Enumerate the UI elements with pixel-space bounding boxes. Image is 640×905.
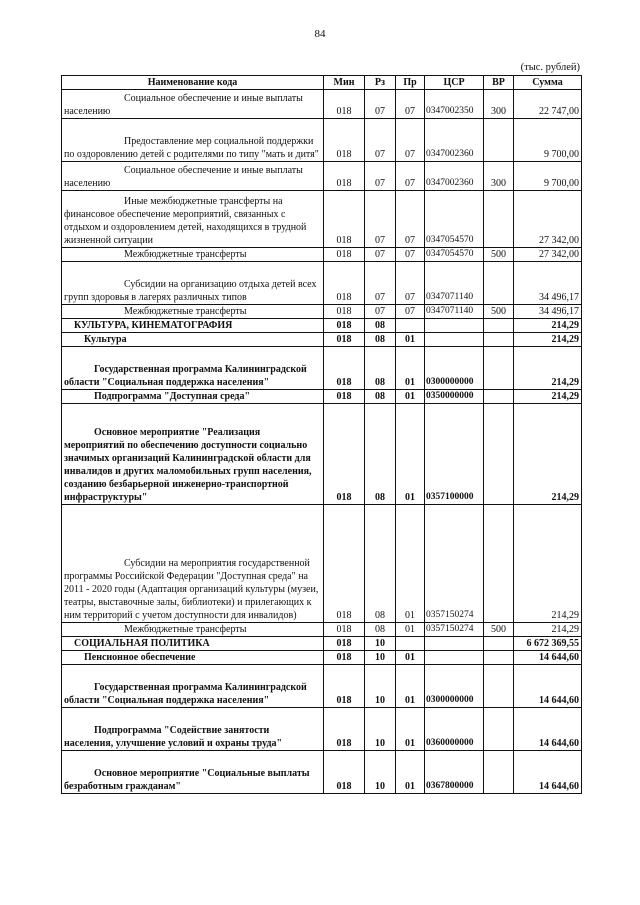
row-name bbox=[62, 623, 324, 637]
row-sum: 34 496,17 bbox=[514, 262, 582, 305]
row-name-text: СОЦИАЛЬНАЯ ПОЛИТИКА bbox=[74, 638, 210, 649]
table-row bbox=[62, 90, 582, 119]
row-pr bbox=[396, 637, 425, 651]
row-min: 018 bbox=[324, 262, 365, 305]
row-csr: 0347071140 bbox=[425, 262, 484, 305]
row-vr bbox=[484, 404, 514, 505]
row-rz: 08 bbox=[365, 390, 396, 404]
units-label: (тыс. рублей) bbox=[520, 62, 580, 73]
row-name bbox=[62, 505, 324, 623]
row-csr: 0300000000 bbox=[425, 665, 484, 708]
row-name bbox=[62, 708, 324, 751]
row-rz: 07 bbox=[365, 119, 396, 162]
row-sum: 214,29 bbox=[514, 623, 582, 637]
row-csr: 0347002350 bbox=[425, 90, 484, 119]
budget-table bbox=[61, 75, 582, 794]
row-csr bbox=[425, 651, 484, 665]
table-row bbox=[62, 248, 582, 262]
row-name-text: Основное мероприятие "Реализация мероприятий по обеспечению доступности социально значимых организаций Калининградской области для инвалидов и других маломобильных групп населения, созданию безбарьерной инженерно-транспортной инфраструктуры" bbox=[64, 427, 312, 503]
table-row bbox=[62, 319, 582, 333]
row-name-text: Подпрограмма "Содействие занятости населения, улучшение условий и охраны труда" bbox=[64, 725, 283, 749]
row-pr: 07 bbox=[396, 90, 425, 119]
row-csr: 0347071140 bbox=[425, 305, 484, 319]
row-sum: 214,29 bbox=[514, 333, 582, 347]
table-row bbox=[62, 404, 582, 505]
header-sum: Сумма bbox=[514, 76, 582, 90]
row-csr: 0347002360 bbox=[425, 119, 484, 162]
row-sum: 14 644,60 bbox=[514, 751, 582, 794]
row-name-text: Пенсионное обеспечение bbox=[84, 652, 196, 663]
table-row bbox=[62, 162, 582, 191]
row-vr bbox=[484, 347, 514, 390]
row-name-text: Межбюджетные трансферты bbox=[124, 624, 247, 635]
row-min: 018 bbox=[324, 651, 365, 665]
row-sum: 22 747,00 bbox=[514, 90, 582, 119]
row-name-text: Межбюджетные трансферты bbox=[124, 249, 247, 260]
row-name-text: Культура bbox=[84, 334, 127, 345]
row-vr bbox=[484, 333, 514, 347]
row-pr: 01 bbox=[396, 347, 425, 390]
row-pr: 07 bbox=[396, 262, 425, 305]
row-vr bbox=[484, 191, 514, 248]
row-sum: 214,29 bbox=[514, 319, 582, 333]
row-min: 018 bbox=[324, 191, 365, 248]
row-name-text: Социальное обеспечение и иные выплаты населению bbox=[64, 93, 303, 117]
row-pr: 01 bbox=[396, 623, 425, 637]
row-csr: 0357150274 bbox=[425, 623, 484, 637]
row-rz: 07 bbox=[365, 305, 396, 319]
table-row bbox=[62, 708, 582, 751]
row-name bbox=[62, 651, 324, 665]
row-rz: 08 bbox=[365, 333, 396, 347]
table-row bbox=[62, 751, 582, 794]
row-sum: 14 644,60 bbox=[514, 651, 582, 665]
row-rz: 08 bbox=[365, 623, 396, 637]
row-pr: 01 bbox=[396, 651, 425, 665]
row-rz: 10 bbox=[365, 708, 396, 751]
row-name bbox=[62, 404, 324, 505]
row-min: 018 bbox=[324, 404, 365, 505]
row-name bbox=[62, 637, 324, 651]
table-row bbox=[62, 262, 582, 305]
row-rz: 10 bbox=[365, 637, 396, 651]
row-name-text: Подпрограмма "Доступная среда" bbox=[94, 391, 251, 402]
row-name bbox=[62, 191, 324, 248]
row-csr: 0350000000 bbox=[425, 390, 484, 404]
row-name bbox=[62, 333, 324, 347]
row-csr bbox=[425, 637, 484, 651]
row-csr: 0347054570 bbox=[425, 191, 484, 248]
row-pr: 01 bbox=[396, 708, 425, 751]
row-csr: 0367800000 bbox=[425, 751, 484, 794]
row-name-text: Государственная программа Калининградской области "Социальная поддержка населения" bbox=[64, 364, 307, 388]
row-min: 018 bbox=[324, 347, 365, 390]
row-name bbox=[62, 90, 324, 119]
row-rz: 10 bbox=[365, 751, 396, 794]
table-row bbox=[62, 333, 582, 347]
row-name-text: Предоставление мер социальной поддержки по оздоровлению детей с родителями по типу "мать и дитя" bbox=[64, 136, 319, 160]
row-csr: 0347002360 bbox=[425, 162, 484, 191]
row-min: 018 bbox=[324, 505, 365, 623]
row-name-text: Основное мероприятие "Социальные выплаты безработным гражданам" bbox=[64, 768, 310, 792]
header-min: Мин bbox=[324, 76, 365, 90]
row-min: 018 bbox=[324, 333, 365, 347]
table-row bbox=[62, 305, 582, 319]
row-name bbox=[62, 162, 324, 191]
row-rz: 07 bbox=[365, 248, 396, 262]
row-vr bbox=[484, 390, 514, 404]
table-row bbox=[62, 665, 582, 708]
row-pr: 01 bbox=[396, 333, 425, 347]
row-name bbox=[62, 248, 324, 262]
row-name bbox=[62, 390, 324, 404]
table-row bbox=[62, 623, 582, 637]
row-pr: 07 bbox=[396, 119, 425, 162]
row-name bbox=[62, 751, 324, 794]
header-rz: Рз bbox=[365, 76, 396, 90]
row-sum: 27 342,00 bbox=[514, 191, 582, 248]
row-pr: 01 bbox=[396, 404, 425, 505]
table-row bbox=[62, 390, 582, 404]
row-min: 018 bbox=[324, 319, 365, 333]
row-vr bbox=[484, 505, 514, 623]
row-name-text: Межбюджетные трансферты bbox=[124, 306, 247, 317]
row-min: 018 bbox=[324, 90, 365, 119]
row-sum: 214,29 bbox=[514, 390, 582, 404]
row-name bbox=[62, 119, 324, 162]
row-csr bbox=[425, 333, 484, 347]
row-sum: 6 672 369,55 bbox=[514, 637, 582, 651]
row-rz: 10 bbox=[365, 665, 396, 708]
row-name-text: Субсидии на организацию отдыха детей всех групп здоровья в лагерях различных типов bbox=[64, 279, 317, 303]
row-name-text: Иные межбюджетные трансферты на финансовое обеспечение мероприятий, связанных с отдыхом и оздоровлением детей, находящихся в трудной жизненной ситуации bbox=[64, 196, 307, 246]
row-name-text: КУЛЬТУРА, КИНЕМАТОГРАФИЯ bbox=[74, 320, 233, 331]
row-rz: 10 bbox=[365, 651, 396, 665]
row-vr: 300 bbox=[484, 90, 514, 119]
row-name bbox=[62, 347, 324, 390]
row-pr: 01 bbox=[396, 390, 425, 404]
row-min: 018 bbox=[324, 390, 365, 404]
page-number: 84 bbox=[314, 28, 326, 40]
row-csr bbox=[425, 319, 484, 333]
row-name-text: Субсидии на мероприятия государственной программы Российской Федерации "Доступная среда" на 2011 - 2020 годы (Адаптация организаций культуры (музеи, театры, выставочные залы, библиотеки) и прилегающих к ним территорий с учетом доступности для инвалидов) bbox=[64, 558, 319, 621]
row-sum: 9 700,00 bbox=[514, 162, 582, 191]
row-rz: 07 bbox=[365, 90, 396, 119]
row-name bbox=[62, 262, 324, 305]
row-pr: 07 bbox=[396, 248, 425, 262]
row-name bbox=[62, 665, 324, 708]
row-min: 018 bbox=[324, 623, 365, 637]
row-csr: 0357150274 bbox=[425, 505, 484, 623]
row-min: 018 bbox=[324, 751, 365, 794]
row-sum: 34 496,17 bbox=[514, 305, 582, 319]
row-sum: 27 342,00 bbox=[514, 248, 582, 262]
row-rz: 08 bbox=[365, 319, 396, 333]
table-body bbox=[62, 90, 582, 794]
header-vr: ВР bbox=[484, 76, 514, 90]
header-csr: ЦСР bbox=[425, 76, 484, 90]
row-sum: 214,29 bbox=[514, 505, 582, 623]
header-pr: Пр bbox=[396, 76, 425, 90]
row-vr bbox=[484, 119, 514, 162]
row-sum: 14 644,60 bbox=[514, 708, 582, 751]
row-csr: 0347054570 bbox=[425, 248, 484, 262]
row-vr bbox=[484, 262, 514, 305]
row-vr bbox=[484, 651, 514, 665]
row-name-text: Социальное обеспечение и иные выплаты населению bbox=[64, 165, 303, 189]
row-rz: 07 bbox=[365, 191, 396, 248]
row-vr bbox=[484, 751, 514, 794]
row-pr: 01 bbox=[396, 751, 425, 794]
row-min: 018 bbox=[324, 119, 365, 162]
row-pr: 07 bbox=[396, 305, 425, 319]
row-sum: 14 644,60 bbox=[514, 665, 582, 708]
row-min: 018 bbox=[324, 162, 365, 191]
row-vr bbox=[484, 708, 514, 751]
row-rz: 08 bbox=[365, 505, 396, 623]
row-sum: 214,29 bbox=[514, 404, 582, 505]
row-min: 018 bbox=[324, 637, 365, 651]
table-header-row bbox=[62, 76, 582, 90]
header-name: Наименование кода bbox=[62, 76, 324, 90]
row-vr bbox=[484, 319, 514, 333]
row-pr: 07 bbox=[396, 191, 425, 248]
table-row bbox=[62, 637, 582, 651]
row-vr: 500 bbox=[484, 305, 514, 319]
row-pr: 07 bbox=[396, 162, 425, 191]
row-name bbox=[62, 319, 324, 333]
table-row bbox=[62, 119, 582, 162]
table-row bbox=[62, 505, 582, 623]
row-vr: 500 bbox=[484, 248, 514, 262]
row-rz: 08 bbox=[365, 404, 396, 505]
row-pr: 01 bbox=[396, 505, 425, 623]
row-name-text: Государственная программа Калининградской области "Социальная поддержка населения" bbox=[64, 682, 307, 706]
row-csr: 0360000000 bbox=[425, 708, 484, 751]
table-row bbox=[62, 347, 582, 390]
row-rz: 07 bbox=[365, 262, 396, 305]
row-pr: 01 bbox=[396, 665, 425, 708]
row-vr: 300 bbox=[484, 162, 514, 191]
row-name bbox=[62, 305, 324, 319]
row-min: 018 bbox=[324, 708, 365, 751]
row-pr bbox=[396, 319, 425, 333]
table-row bbox=[62, 651, 582, 665]
row-min: 018 bbox=[324, 665, 365, 708]
row-vr bbox=[484, 665, 514, 708]
row-csr: 0300000000 bbox=[425, 347, 484, 390]
row-min: 018 bbox=[324, 305, 365, 319]
row-rz: 07 bbox=[365, 162, 396, 191]
row-vr bbox=[484, 637, 514, 651]
row-sum: 214,29 bbox=[514, 347, 582, 390]
row-min: 018 bbox=[324, 248, 365, 262]
table-row bbox=[62, 191, 582, 248]
row-sum: 9 700,00 bbox=[514, 119, 582, 162]
row-vr: 500 bbox=[484, 623, 514, 637]
row-csr: 0357100000 bbox=[425, 404, 484, 505]
row-rz: 08 bbox=[365, 347, 396, 390]
